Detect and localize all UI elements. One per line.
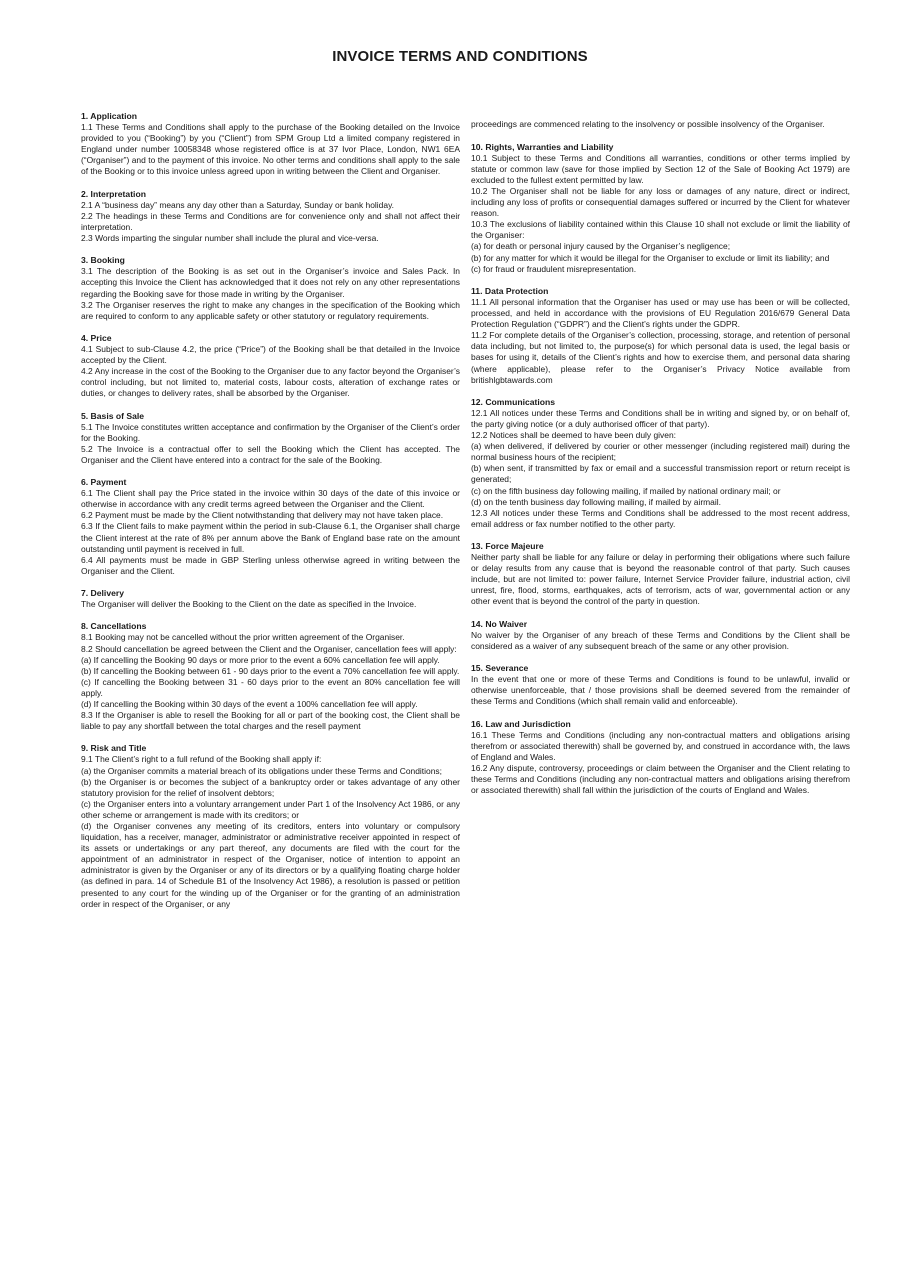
section-heading: 2. Interpretation <box>81 188 146 199</box>
clause-text: 4.2 Any increase in the cost of the Booking to the Organiser due to any factor beyond the Organiser’s control including, but not limited to, material costs, labour costs, alteration of exchange rates or duties, or changes to delivery rates, shall be absorbed by the Organiser. <box>81 366 460 399</box>
clause-text: 1.1 These Terms and Conditions shall apply to the purchase of the Booking detailed on the Invoice provided to you (“Booking”) by you (“Client”) from SPM Group Ltd a limited company registered in England under number 10058348 whose registered office is at 37 Ivor Place, London, NW1 6EA (“Organiser”) and to the payment of this invoice. No other terms and conditions shall apply to the sale of the Booking or to this invoice unless agreed upon in writing between the Client and Organiser. <box>81 122 460 177</box>
clause-text: (b) when sent, if transmitted by fax or email and a successful transmission report or return receipt is generated; <box>471 463 850 485</box>
clause-text: 12.3 All notices under these Terms and Conditions shall be addressed to the most recent address, email address or fax number notified to the other party. <box>471 507 850 529</box>
clause-text: 10.1 Subject to these Terms and Conditions all warranties, conditions or other terms implied by statute or common law (save for those implied by Section 12 of the Sale of Booking Act 1979) are excluded to the fullest extent permitted by law. <box>471 152 850 185</box>
clause-text: 4.1 Subject to sub-Clause 4.2, the price (“Price”) of the Booking shall be that detailed in the Invoice accepted by the Client. <box>81 343 460 366</box>
clause-text: (b) the Organiser is or becomes the subject of a bankruptcy order or takes advantage of any other statutory provision for the relief of insolvent debtors; <box>81 776 460 798</box>
section-heading: 15. Severance <box>471 663 529 674</box>
clause-text: 9.1 The Client’s right to a full refund of the Booking shall apply if: <box>81 754 322 765</box>
section-11-data-protection <box>471 286 850 386</box>
section-7-delivery <box>81 588 460 610</box>
clause-text: (a) when delivered, if delivered by courier or other messenger (including registered mail) during the normal business hours of the recipient; <box>471 441 850 463</box>
clause-text: 12.2 Notices shall be deemed to have been duly given: <box>471 430 676 441</box>
clause-text: (d) the Organiser convenes any meeting of its creditors, enters into voluntary or compulsory liquidation, has a receiver, manager, administrator or administrative receiver appointed in respect of its assets or undertakings or any part thereof, any documents are filed with the court for the appointment of an administrator in respect of the Organiser, notice of intention to appoint an administrator is given by the Organiser or any of its directors or by a qualifying floating charge holder (as defined in para. 14 of Schedule B1 of the Insolvency Act 1986), a resolution is passed or petition presented to any court for the winding up of the Organiser or for the granting of an administration order in respect of the Organiser, or any <box>81 821 460 909</box>
section-1-application <box>81 111 460 178</box>
clause-text: 6.2 Payment must be made by the Client notwithstanding that delivery may not have taken place. <box>81 510 444 521</box>
clause-text: (b) If cancelling the Booking between 61 - 90 days prior to the event a 70% cancellation fee will apply. <box>81 665 460 676</box>
clause-text: (c) on the fifth business day following mailing, if mailed by national ordinary mail; or <box>471 485 781 496</box>
section-2-interpretation <box>81 189 460 244</box>
clause-text: (a) the Organiser commits a material breach of its obligations under these Terms and Conditions; <box>81 765 442 776</box>
right-sections <box>471 142 850 797</box>
clause-text: (b) for any matter for which it would be illegal for the Organiser to exclude or limit its liability; and <box>471 252 830 263</box>
clause-text: 11.2 For complete details of the Organiser’s collection, processing, storage, and retention of personal data including, but not limited to, the purpose(s) for which personal data is used, the legal basis or bases for using it, details of the Client’s rights and how to exercise them, and personal data sharing (where applicable), please refer to the Organiser’s Privacy Notice available from britishlgbtawards.com <box>471 330 850 385</box>
section-16-law-and-jurisdiction <box>471 719 850 797</box>
clause-text: 12.1 All notices under these Terms and Conditions shall be in writing and signed by, or on behalf of, the party giving notice (or a duly authorised officer of that party). <box>471 407 850 429</box>
section-3-booking <box>81 255 460 322</box>
clause-text: 6.3 If the Client fails to make payment within the period in sub-Clause 6.1, the Organiser shall charge the Client interest at the rate of 8% per annum above the Bank of England base rate on the amount outstanding until payment is received in full. <box>81 521 460 554</box>
clause-text: 11.1 All personal information that the Organiser has used or may use has been or will be collected, processed, and held in accordance with the provisions of EU Regulation 2016/679 General Data Protection Regulation (“GDPR”) and the Client’s rights under the GDPR. <box>471 296 850 330</box>
section-heading: 4. Price <box>81 332 112 343</box>
section-heading: 7. Delivery <box>81 588 124 599</box>
clause-text: (c) If cancelling the Booking between 31 - 60 days prior to the event an 80% cancellation fee will apply. <box>81 676 460 698</box>
clause-text: (d) If cancelling the Booking within 30 days of the event a 100% cancellation fee will apply. <box>81 698 418 709</box>
section-8-cancellations <box>81 621 460 732</box>
section-heading: 3. Booking <box>81 255 125 266</box>
clause-text: 5.2 The Invoice is a contractual offer to sell the Booking which the Client has accepted. The Organiser and the Client have entered into a contract for the sale of the Booking. <box>81 443 460 465</box>
clause-text: 5.1 The Invoice constitutes written acceptance and confirmation by the Organiser of the Client’s order for the Booking. <box>81 421 460 443</box>
section-12-communications <box>471 397 850 530</box>
section-heading: 8. Cancellations <box>81 621 147 632</box>
clause-text: 8.2 Should cancellation be agreed between the Client and the Organiser, cancellation fees will apply: <box>81 643 457 654</box>
clause-text: 3.2 The Organiser reserves the right to make any changes in the specification of the Booking which are required to conform to any applicable safety or other statutory or regulatory requirements. <box>81 299 460 321</box>
clause-text: 2.2 The headings in these Terms and Conditions are for convenience only and shall not affect their interpretation. <box>81 210 460 232</box>
page-title: INVOICE TERMS AND CONDITIONS <box>332 48 588 65</box>
section-9-risk-and-title <box>81 743 460 909</box>
clause-text: 2.3 Words imparting the singular number shall include the plural and vice-versa. <box>81 233 379 244</box>
section-heading: 13. Force Majeure <box>471 541 544 551</box>
clause-text: In the event that one or more of these Terms and Conditions is found to be unlawful, invalid or otherwise unenforceable, that / those provisions shall be deemed severed from the remainder of these Terms and Conditions (which shall remain valid and enforceable). <box>471 674 850 707</box>
section-heading: 9. Risk and Title <box>81 743 147 754</box>
clause-text: The Organiser will deliver the Booking to the Client on the date as specified in the Invoice. <box>81 599 417 610</box>
section-heading: 6. Payment <box>81 477 127 488</box>
clause-text: 6.4 All payments must be made in GBP Sterling unless otherwise agreed in writing between the Organiser and the Client. <box>81 554 460 576</box>
section-heading: 12. Communications <box>471 396 556 407</box>
clause-text: 3.1 The description of the Booking is as set out in the Organiser’s invoice and Sales Pack. In accepting this Invoice the Client has acknowledged that it does not rely on any other representations regarding the Booking save for those made in writing by the Organiser. <box>81 266 460 299</box>
clause-text: 16.2 Any dispute, controversy, proceedings or claim between the Organiser and the Client relating to these Terms and Conditions (including any non-contractual matters and obligations arising therefrom or associated therewith) shall fall within the jurisdiction of the courts of England and Wales. <box>471 762 850 796</box>
clause-text: No waiver by the Organiser of any breach of these Terms and Conditions by the Client shall be considered as a waiver of any subsequent breach of the same or any other provision. <box>471 629 850 651</box>
section-heading: 11. Data Protection <box>471 285 549 296</box>
left-column <box>81 111 460 921</box>
section-heading: 14. No Waiver <box>471 618 528 629</box>
section-15-severance <box>471 663 850 707</box>
section-14-no-waiver <box>471 619 850 652</box>
clause-text: 6.1 The Client shall pay the Price stated in the invoice within 30 days of the date of this invoice or otherwise in accordance with any credit terms agreed between the Organiser and the Client. <box>81 488 460 510</box>
clause-text: 8.3 If the Organiser is able to resell the Booking for all or part of the booking cost, the Client shall be liable to pay any shortfall between the total charges and the resell payment <box>81 710 460 732</box>
section-heading: 10. Rights, Warranties and Liability <box>471 141 614 152</box>
clause-text: (d) on the tenth business day following mailing, if mailed by airmail. <box>471 496 721 507</box>
clause-text: 2.1 A “business day” means any day other than a Saturday, Sunday or bank holiday. <box>81 199 395 210</box>
clause-text: (a) If cancelling the Booking 90 days or more prior to the event a 60% cancellation fee will apply. <box>81 654 440 665</box>
clause-text: 16.1 These Terms and Conditions (including any non-contractual matters and obligations arising therefrom or associated therewith) shall be governed by, and construed in accordance with, the laws of England and Wales. <box>471 729 850 762</box>
clause-text: (c) for fraud or fraudulent misrepresentation. <box>471 263 637 274</box>
clause-text: 10.3 The exclusions of liability contained within this Clause 10 shall not exclude or limit the liability of the Organiser: <box>471 219 850 241</box>
section-6-payment <box>81 477 460 577</box>
right-column <box>471 111 850 807</box>
clause-text: (c) the Organiser enters into a voluntary arrangement under Part 1 of the Insolvency Act 1986, or any other scheme or arrangement is made with its creditors; or <box>81 798 460 820</box>
section-13-force-majeure <box>471 541 850 608</box>
clause-text: 10.2 The Organiser shall not be liable for any loss or damages of any nature, direct or indirect, including any loss of profits or consequential damages suffered or incurred by the Client for whatever reason. <box>471 186 850 219</box>
section-10-rights-warranties-and-liability <box>471 142 850 275</box>
clause-text: 8.1 Booking may not be cancelled without the prior written agreement of the Organiser. <box>81 632 405 643</box>
section-heading: 1. Application <box>81 111 138 121</box>
section-5-basis-of-sale <box>81 411 460 466</box>
section-heading: 5. Basis of Sale <box>81 410 145 421</box>
section-4-price <box>81 333 460 400</box>
clause-text: (a) for death or personal injury caused by the Organiser’s negligence; <box>471 241 731 252</box>
section-heading: 16. Law and Jurisdiction <box>471 718 571 729</box>
continuation-text: proceedings are commenced relating to the insolvency or possible insolvency of the Organiser. <box>471 119 825 130</box>
clause-text: Neither party shall be liable for any failure or delay in performing their obligations where such failure or delay results from any cause that is beyond the reasonable control of that party. Such causes include, but are not limited to: power failure, Internet Service Provider failure, industrial action, civil unrest, fire, flood, storms, earthquakes, acts of terrorism, acts of war, governmental action or any other event that is beyond the control of the party in question. <box>471 552 850 607</box>
